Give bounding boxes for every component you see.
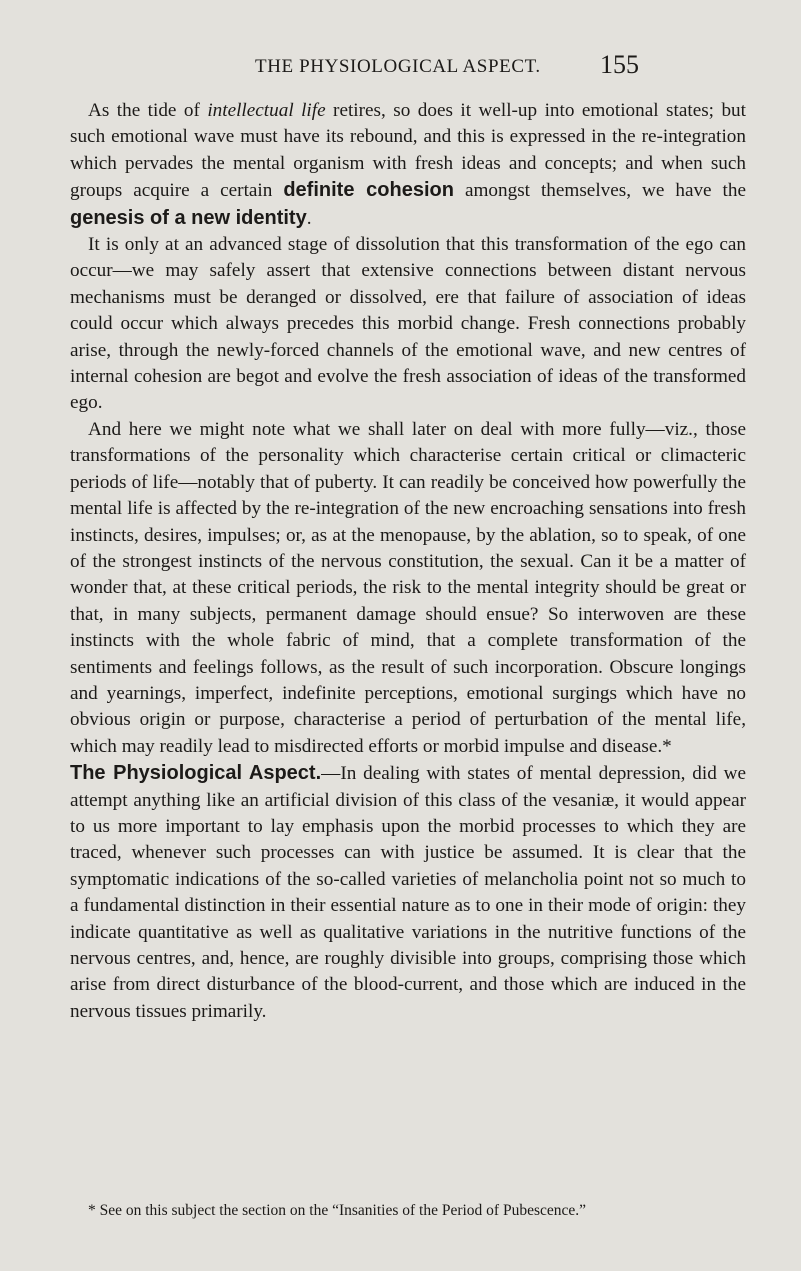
- text-run: .: [306, 207, 312, 229]
- running-title: THE PHYSIOLOGICAL ASPECT.: [255, 56, 541, 77]
- italic-phrase: intellectual life: [207, 100, 326, 121]
- bold-phrase: definite cohesion: [283, 179, 454, 202]
- text-run: amongst themselves, we have the: [453, 180, 746, 202]
- body-text: [70, 98, 746, 1025]
- section-heading: The Physiological Aspect.: [70, 762, 322, 785]
- text-run: —In dealing with states of mental depression, did we attempt anything like an artificial division of this class of the vesaniæ, it would appear to us more important to lay emphasis upon the morbid processes to which they are traced, whenever such processes can with justice be assumed. It is clear that the symptomatic indications of the so-called varieties of melancholia point not so much to a fundamental distinction in their essential nature as to one in their mode of origin: they indicate quantitative as well as qualitative variations in the nutritive functions of the nervous centres, and, hence, are roughly divisible into groups, comprising those which arise from direct disturbance of the blood-current, and those which are induced in the nervous tissues primarily.: [70, 763, 746, 1022]
- page-number: 155: [600, 50, 639, 79]
- paragraph: [70, 98, 746, 232]
- footnote: [70, 1200, 746, 1222]
- footnote-text: * See on this subject the section on the “Insanities of the Period of Pubescence.”: [88, 1202, 587, 1219]
- text-run: retires, so does it well-up into emotional states; but such emotional wave must have its rebound, and this is expressed in the re-integration which pervades the mental organism with fresh ideas and concepts; and when such groups acquire a certain: [70, 100, 746, 202]
- paragraph: And here we might note what we shall later on deal with more fully—viz., those transformations of the personality which characterise certain critical or climacteric periods of life—notably that of puberty. It can readily be conceived how powerfully the mental life is affected by the re-integration of the new encroaching sensations into fresh instincts, desires, impulses; or, as at the menopause, by the ablation, so to speak, of one of the strongest instincts of the nervous constitution, the sexual. Can it be a matter of wonder that, at these critical periods, the risk to the mental integrity should be great or that, in many subjects, permanent damage should ensue? So interwoven are these instincts with the whole fabric of mind, that a complete transformation of the sentiments and feelings follows, as the result of such incorporation. Obscure longings and yearnings, imperfect, indefinite perceptions, emotional surgings which have no obvious origin or purpose, characterise a period of perturbation of the mental life, which may readily lead to misdirected efforts or morbid impulse and disease.*: [70, 418, 746, 757]
- paragraph: It is only at an advanced stage of dissolution that this transformation of the ego can occur—we may safely assert that extensive connections between distant nervous mechanisms must be deranged or dissolved, ere that failure of association of ideas could occur which always precedes this morbid change. Fresh connections probably arise, through the newly-forced channels of the emotional wave, and new centres of internal cohesion are begot and evolve the fresh association of ideas of the transformed ego.: [70, 234, 746, 414]
- bold-phrase: genesis of a new identity: [70, 206, 307, 229]
- paragraph: [70, 760, 746, 1025]
- text-run: As the tide of: [88, 100, 208, 121]
